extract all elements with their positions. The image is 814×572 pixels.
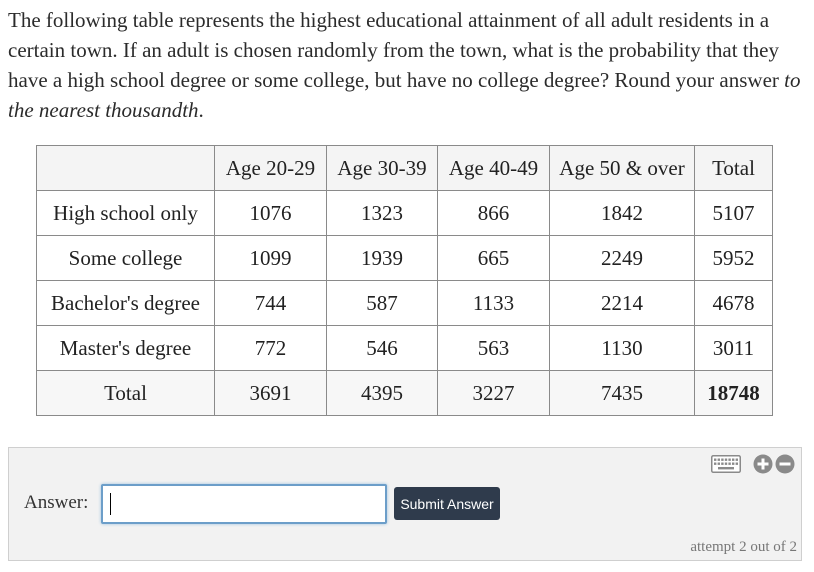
question-end: .	[198, 98, 204, 122]
keyboard-icon[interactable]	[711, 455, 741, 473]
table-cell: 587	[327, 281, 438, 326]
row-total-cell: 4678	[695, 281, 773, 326]
answer-input[interactable]	[101, 484, 387, 524]
table-cell: 1099	[215, 236, 327, 281]
table-cell: 1323	[327, 191, 438, 236]
row-label-masters: Master's degree	[37, 326, 215, 371]
table-cell: 772	[215, 326, 327, 371]
column-total-cell: 7435	[550, 371, 695, 416]
table-cell: 866	[438, 191, 550, 236]
question-main: The following table represents the highest educational attainment of all adult residents in a certain town. If an adult is chosen randomly from the town, what is the probability that they have a high school degree or some college, but have no college degree? Round your answer	[8, 8, 785, 92]
column-total-cell: 3227	[438, 371, 550, 416]
row-label-total: Total	[37, 371, 215, 416]
table-cell: 546	[327, 326, 438, 371]
header-age-20-29: Age 20-29	[215, 146, 327, 191]
table-row	[37, 236, 773, 281]
table-cell: 1133	[438, 281, 550, 326]
row-label-bachelors: Bachelor's degree	[37, 281, 215, 326]
table-cell: 1939	[327, 236, 438, 281]
column-total-cell: 4395	[327, 371, 438, 416]
table-row	[37, 281, 773, 326]
table-cell: 1842	[550, 191, 695, 236]
table-cell: 2249	[550, 236, 695, 281]
header-age-30-39: Age 30-39	[327, 146, 438, 191]
attainment-table	[36, 145, 773, 416]
table-row	[37, 326, 773, 371]
header-total: Total	[695, 146, 773, 191]
question-text	[8, 5, 808, 125]
minus-circle-icon[interactable]	[775, 454, 795, 474]
grand-total-cell: 18748	[695, 371, 773, 416]
table-cell: 744	[215, 281, 327, 326]
table-row	[37, 191, 773, 236]
header-row	[37, 146, 773, 191]
plus-circle-icon[interactable]	[753, 454, 773, 474]
attempt-counter: attempt 2 out of 2	[690, 539, 797, 555]
row-label-some-college: Some college	[37, 236, 215, 281]
answer-panel	[8, 447, 802, 561]
answer-label: Answer:	[24, 492, 89, 513]
row-total-cell: 5952	[695, 236, 773, 281]
table-cell: 1130	[550, 326, 695, 371]
header-age-40-49: Age 40-49	[438, 146, 550, 191]
row-total-cell: 5107	[695, 191, 773, 236]
table-cell: 2214	[550, 281, 695, 326]
column-total-cell: 3691	[215, 371, 327, 416]
header-corner	[37, 146, 215, 191]
text-caret	[110, 493, 111, 515]
table-cell: 665	[438, 236, 550, 281]
header-age-50-over: Age 50 & over	[550, 146, 695, 191]
row-label-high-school: High school only	[37, 191, 215, 236]
table-cell: 1076	[215, 191, 327, 236]
question-emphasis: to the nearest thousandth	[8, 68, 801, 122]
total-row	[37, 371, 773, 416]
row-total-cell: 3011	[695, 326, 773, 371]
table-cell: 563	[438, 326, 550, 371]
submit-answer-button[interactable]: Submit Answer	[394, 487, 500, 520]
